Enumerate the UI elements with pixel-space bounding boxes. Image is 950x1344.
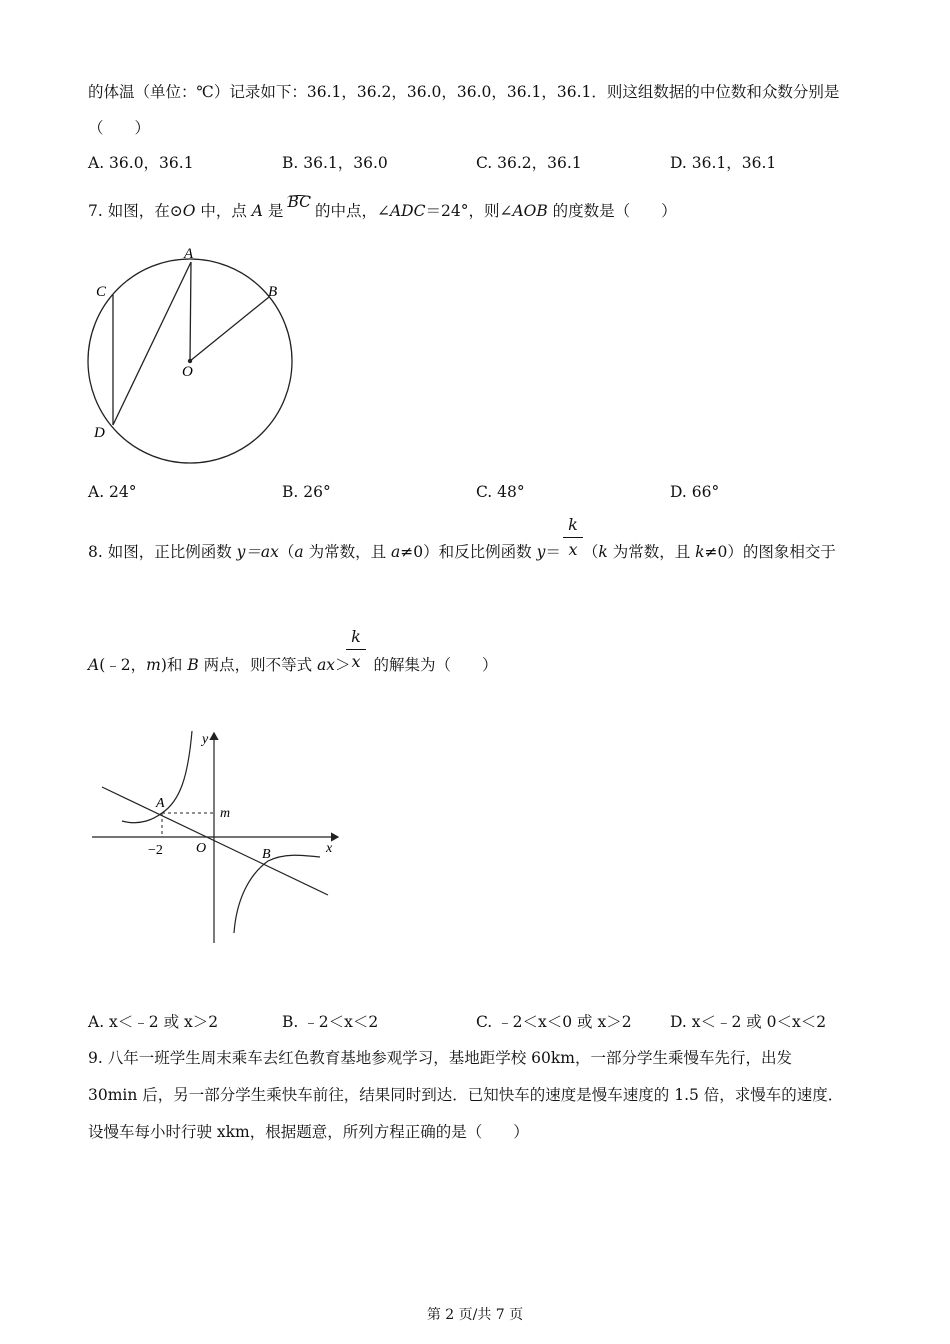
q7-option-d[interactable]: D. 66°: [670, 483, 720, 501]
fraction-k-over-x-2: $\frac{k}{x}$: [346, 627, 366, 671]
q9-stem-line2: 30min 后，另一部分学生乘快车前往，结果同时到达．已知快车的速度是慢车速度的 1.5 倍，求慢车的速度．: [88, 1086, 844, 1104]
label-b: B: [268, 284, 278, 300]
chord-da: [113, 262, 191, 425]
arc-bc: BC: [287, 193, 311, 211]
radius-oa: [190, 262, 191, 361]
q7-option-a[interactable]: A. 24°: [88, 483, 137, 501]
q6-answer-paren: （ ）: [88, 119, 151, 137]
label-c: C: [96, 284, 107, 300]
label-a: A: [184, 246, 194, 262]
page-footer: 第 2 页/共 7 页: [426, 1307, 524, 1323]
q6-stem-line: 的体温（单位：℃）记录如下：36.1，36.2，36.0，36.0，36.1，36.1．则这组数据的中位数和众数分别是: [88, 83, 840, 101]
label-m: m: [220, 806, 231, 821]
fraction-k-over-x-1: $\frac{k}{x}$: [563, 515, 583, 559]
line-y-equals-ax: [102, 787, 328, 895]
radius-ob: [190, 297, 269, 361]
q9-stem-line3: 设慢车每小时行驶 xkm，根据题意，所列方程正确的是（ ）: [88, 1123, 529, 1141]
q7-circle-figure: [80, 240, 310, 470]
label-point-a: A: [156, 796, 165, 811]
q7-stem: 7. 如图，在⊙O 中，点 A 是 BC 的中点，∠ADC＝24°，则∠AOB 的度数是（ ）: [88, 193, 677, 220]
q6-option-a[interactable]: A. 36.0，36.1: [88, 154, 194, 172]
label-y-axis: y: [202, 732, 209, 747]
q6-option-c[interactable]: C. 36.2，36.1: [476, 154, 582, 172]
q8-graph-figure: [88, 725, 348, 950]
label-d: D: [94, 425, 105, 441]
q6-option-d[interactable]: D. 36.1，36.1: [670, 154, 777, 172]
label-point-b: B: [262, 847, 271, 862]
q8-option-d[interactable]: D. x＜﹣2 或 0＜x＜2: [670, 1013, 827, 1031]
q8-option-c[interactable]: C. ﹣2＜x＜0 或 x＞2: [476, 1013, 632, 1031]
label-neg-2: −2: [148, 843, 163, 858]
q8-option-a[interactable]: A. x＜﹣2 或 x＞2: [88, 1013, 219, 1031]
q9-stem-line1: 9. 八年一班学生周末乘车去红色教育基地参观学习，基地距学校 60km，一部分学生乘慢车先行，出发: [88, 1049, 792, 1067]
q6-option-b[interactable]: B. 36.1，36.0: [282, 154, 388, 172]
label-x-axis: x: [326, 841, 333, 856]
label-o: O: [182, 364, 193, 380]
q8-stem-line1: 8. 如图，正比例函数 y＝ax（a 为常数，且 a≠0）和反比例函数 y＝ （k 为常数，且 k≠0）的图象相交于: [88, 543, 836, 561]
q7-option-c[interactable]: C. 48°: [476, 483, 525, 501]
q8-option-b[interactable]: B. ﹣2＜x＜2: [282, 1013, 379, 1031]
center-point-o: [188, 359, 192, 363]
label-origin-o: O: [196, 841, 207, 856]
q8-stem-line2: A(﹣2，m)和 B 两点，则不等式 ax＞ 的解集为（ ）: [88, 656, 498, 674]
q7-option-b[interactable]: B. 26°: [282, 483, 331, 501]
hyperbola-branch-right: [234, 855, 320, 933]
